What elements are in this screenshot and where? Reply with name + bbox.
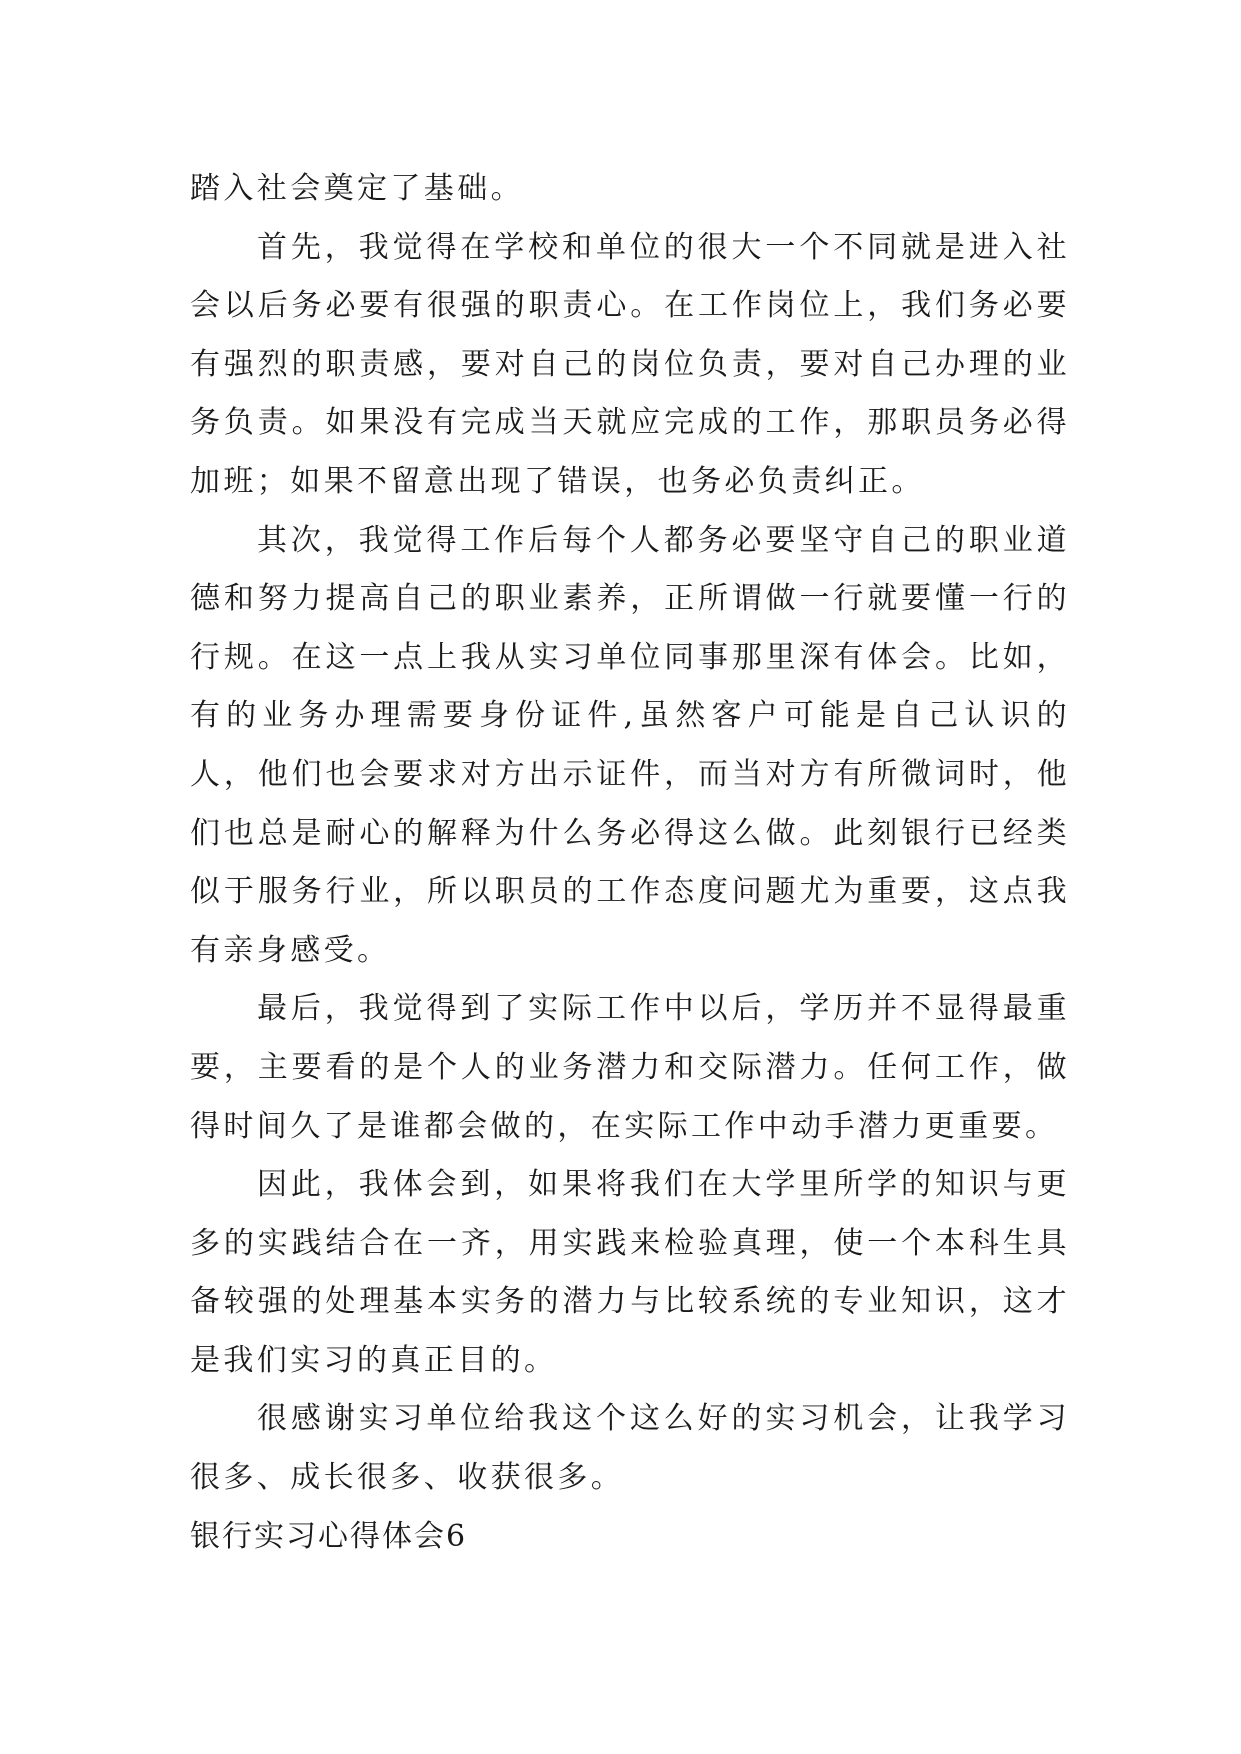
- paragraph-conclusion: 因此，我体会到，如果将我们在大学里所学的知识与更多的实践结合在一齐，用实践来检验真理，使一个本科生具备较强的处理基本实务的潜力与比较系统的专业知识，这才是我们实习的真正目的。: [190, 1167, 1070, 1378]
- document-body: [190, 160, 1070, 1566]
- paragraph-continuation: 踏入社会奠定了基础。: [190, 171, 524, 206]
- paragraph-ability: 最后，我觉得到了实际工作中以后，学历并不显得最重要，主要看的是个人的业务潜力和交际潜力。任何工作，做得时间久了是谁都会做的，在实际工作中动手潜力更重要。: [190, 991, 1070, 1144]
- section-heading: 银行实习心得体会6: [190, 1518, 468, 1554]
- paragraph-responsibility: 首先，我觉得在学校和单位的很大一个不同就是进入社会以后务必要有很强的职责心。在工作岗位上，我们务必要有强烈的职责感，要对自己的岗位负责，要对自己办理的业务负责。如果没有完成当天就应完成的工作，那职员务必得加班；如果不留意出现了错误，也务必负责纠正。: [190, 229, 1070, 499]
- paragraph-professional-ethics: 其次，我觉得工作后每个人都务必要坚守自己的职业道德和努力提高自己的职业素养，正所谓做一行就要懂一行的行规。在这一点上我从实习单位同事那里深有体会。比如，有的业务办理需要身份证件,虽然客户可能是自己认识的人，他们也会要求对方出示证件，而当对方有所微词时，他们也总是耐心的解释为什么务必得这么做。此刻银行已经类似于服务行业，所以职员的工作态度问题尤为重要，这点我有亲身感受。: [190, 522, 1070, 968]
- paragraph-thanks: 很感谢实习单位给我这个这么好的实习机会，让我学习很多、成长很多、收获很多。: [190, 1401, 1070, 1496]
